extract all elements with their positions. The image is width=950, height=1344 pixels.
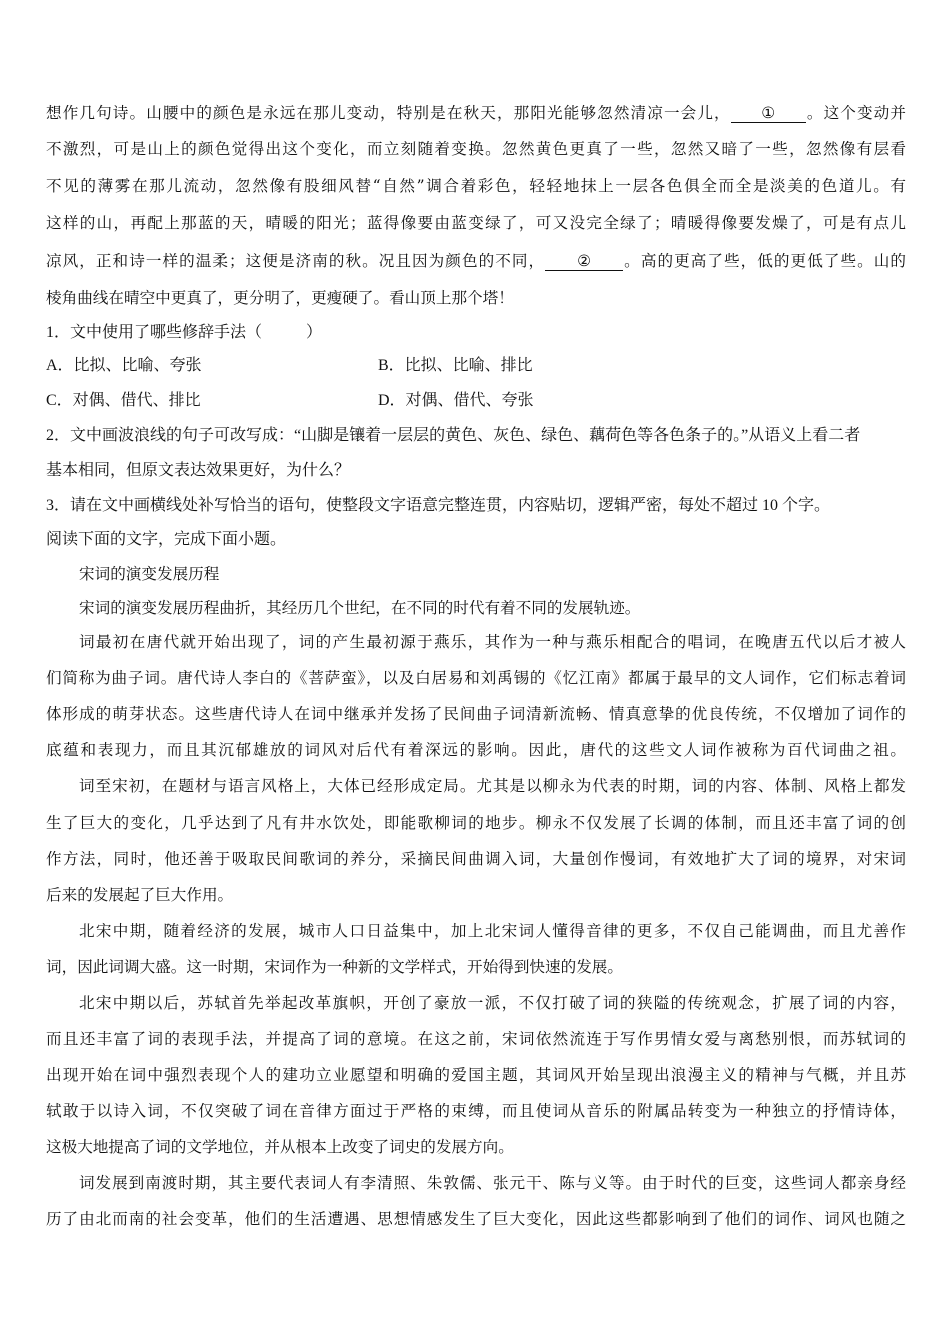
article-line: 词至宋初，在题材与语言风格上，大体已经形成定局。尤其是以柳永为代表的时期，词的内容、体制、风格上都发 (79, 777, 906, 795)
question-1 (46, 322, 906, 344)
option-c: C．对偶、借代、排比 (46, 392, 201, 409)
article-line: 体形成的萌芽状态。这些唐代诗人在词中继承并发扬了民间曲子词清新流畅、情真意挚的优良传统，不仅增加了词作的 (46, 705, 906, 723)
question-1-close: ） (306, 324, 323, 341)
passage-text: 凉风，正和诗一样的温柔；这便是济南的秋。况且因为颜色的不同， (46, 252, 546, 270)
passage-text: 。这个变动并 (805, 104, 906, 122)
passage-line: 不激烈，可是山上的颜色觉得出这个变化，而立刻随着变换。忽然黄色更真了一些，忽然又暗了一些，忽然像有层看 (46, 140, 906, 158)
article-line: 而且还丰富了词的表现手法，并提高了词的意境。在这之前，宋词依然流连于写作男情女爱与离愁别恨，而苏轼词的 (46, 1030, 906, 1048)
article-line: 底蕴和表现力，而且其沉郁雄放的词风对后代有着深远的影响。因此，唐代的这些文人词作被称为百代词曲之祖。 (46, 741, 906, 759)
option-d: D．对偶、借代、夸张 (378, 392, 534, 409)
passage-text: 想作几句诗。山腰中的颜色是永远在那儿变动，特别是在秋天，那阳光能够忽然清凉一会儿， (46, 104, 731, 122)
article-line: 后来的发展起了巨大作用。 (46, 886, 234, 904)
passage-line: 不见的薄雾在那儿流动，忽然像有股细风替“自然”调合着彩色，轻轻地抹上一层各色俱全而全是淡美的色道儿。有 (46, 177, 906, 195)
passage-line: 棱角曲线在晴空中更真了，更分明了，更瘦硬了。看山顶上那个塔！ (46, 289, 514, 307)
article-line: 历了由北而南的社会变革，他们的生活遭遇、思想情感发生了巨大变化，因此这些都影响到了他们的词作、词风也随之 (46, 1210, 906, 1228)
passage-line: 这样的山，再配上那蓝的天，晴暖的阳光；蓝得像要由蓝变绿了，可又没完全绿了；晴暖得像要发燥了，可是有点儿 (46, 214, 906, 232)
article-line: 们简称为曲子词。唐代诗人李白的《菩萨蛮》，以及白居易和刘禹锡的《忆江南》都属于最早的文人词作，它们标志着词 (46, 669, 906, 687)
option-a: A．比拟、比喻、夸张 (46, 357, 202, 374)
article-line: 轼敢于以诗入词，不仅突破了词在音律方面过于严格的束缚，而且使词从音乐的附属品转变为一种独立的抒情诗体， (46, 1102, 906, 1120)
question-2-line: 基本相同，但原文表达效果更好，为什么？ (46, 462, 351, 479)
article-line: 北宋中期，随着经济的发展，城市人口日益集中，加上北宋词人懂得音律的更多，不仅自己能调曲，而且尤善作 (79, 922, 906, 940)
article-line: 这极大地提高了词的文学地位，并从根本上改变了词史的发展方向。 (46, 1138, 514, 1156)
fill-blank-2: ② (545, 252, 623, 271)
passage-line (46, 102, 906, 124)
question-2-line: 2．文中画波浪线的句子可改写成：“山脚是镶着一层层的黄色、灰色、绿色、藕荷色等各色条子的。”从语义上看二者 (46, 427, 861, 444)
article-line: 北宋中期以后，苏轼首先举起改革旗帜，开创了豪放一派，不仅打破了词的狭隘的传统观念，扩展了词的内容， (79, 994, 906, 1012)
option-b: B．比拟、比喻、排比 (378, 357, 533, 374)
article-line: 词发展到南渡时期，其主要代表词人有李清照、朱敦儒、张元干、陈与义等。由于时代的巨变，这些词人都亲身经 (79, 1174, 906, 1192)
article-title: 宋词的演变发展历程 (79, 565, 220, 583)
article-line: 出现开始在词中强烈表现个人的建功立业愿望和明确的爱国主题，其词风开始呈现出浪漫主义的精神与气概，并且苏 (46, 1066, 906, 1084)
passage-text: 。高的更高了些，低的更低了些。山的 (623, 252, 906, 270)
article-line: 作方法，同时，他还善于吸取民间歌词的养分，采摘民间曲调入词，大量创作慢词，有效地扩大了词的境界，对宋词 (46, 850, 906, 868)
fill-blank-1: ① (731, 104, 806, 123)
article-paragraph-1: 宋词的演变发展历程曲折，其经历几个世纪，在不同的时代有着不同的发展轨迹。 (79, 599, 641, 617)
reading-instruction: 阅读下面的文字，完成下面小题。 (46, 531, 287, 548)
article-line: 生了巨大的变化，几乎达到了凡有井水饮处，即能歌柳词的地步。柳永不仅发展了长调的体制，而且还丰富了词的创 (46, 814, 906, 832)
question-1-stem: 1．文中使用了哪些修辞手法（ (46, 324, 263, 341)
article-line: 词最初在唐代就开始出现了，词的产生最初源于燕乐，其作为一种与燕乐相配合的唱词，在晚唐五代以后才被人 (79, 633, 906, 651)
passage-line (46, 250, 906, 272)
question-3: 3．请在文中画横线处补写恰当的语句，使整段文字语意完整连贯，内容贴切，逻辑严密，每处不超过 10 个字。 (46, 497, 831, 514)
article-line: 词，因此词调大盛。这一时期，宋词作为一种新的文学样式，开始得到快速的发展。 (46, 958, 623, 976)
